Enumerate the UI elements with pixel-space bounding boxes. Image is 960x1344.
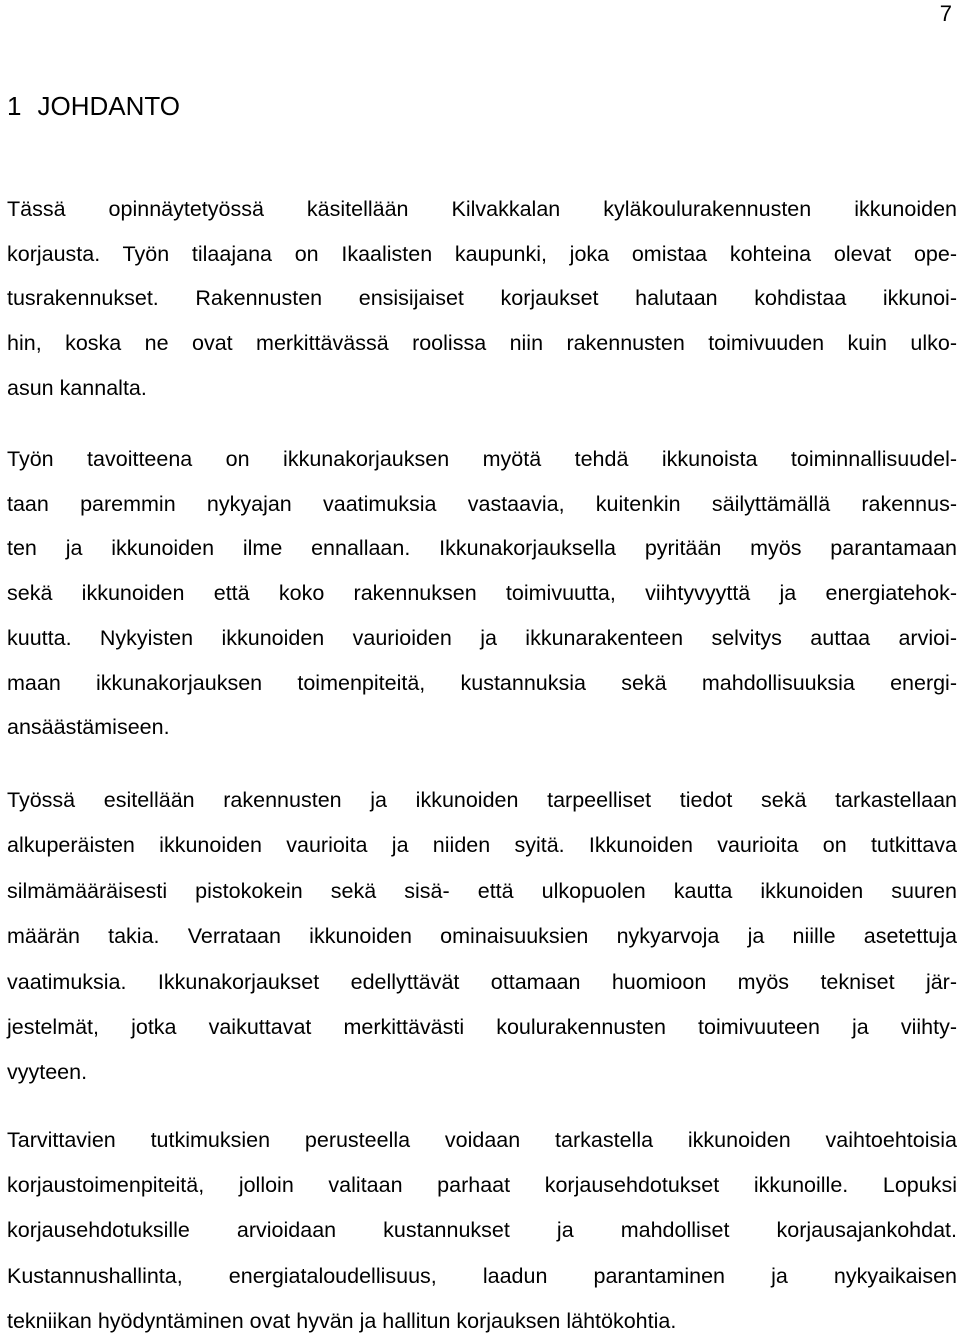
text-line: sekä ikkunoiden että koko rakennuksen toimivuutta, viihtyvyyttä ja energiatehok- [7,581,957,606]
text-line: asun kannalta. [7,375,147,400]
text-line: tekniikan hyödyntäminen ovat hyvän ja hallitun korjauksen lähtökohtia. [7,1308,677,1333]
page-number: 7 [939,1,952,26]
text-line: määrän takia. Verrataan ikkunoiden ominaisuuksien nykyarvoja ja niille asetettuja [7,924,957,949]
text-line: tusrakennukset. Rakennusten ensisijaiset korjaukset halutaan kohdistaa ikkunoi- [7,286,957,311]
text-line: silmämääräisesti pistokokein sekä sisä- että ulkopuolen kautta ikkunoiden suuren [7,878,957,903]
text-line: ansäästämiseen. [7,715,170,740]
text-line: maan ikkunakorjauksen toimenpiteitä, kustannuksia sekä mahdollisuuksia energi- [7,670,957,695]
text-line: Työn tavoitteena on ikkunakorjauksen myötä tehdä ikkunoista toiminnallisuudel- [7,447,957,471]
text-line: korjausta. Työn tilaajana on Ikaalisten kaupunki, joka omistaa kohteina olevat ope- [7,241,957,266]
text-line: korjaustoimenpiteitä, jolloin valitaan parhaat korjausehdotukset ikkunoille. Lopuksi [7,1173,957,1198]
text-line: kuutta. Nykyisten ikkunoiden vaurioiden ja ikkunarakenteen selvitys auttaa arvioi- [7,625,957,650]
paragraph-4 [7,1118,957,1344]
section-number: 1 [7,91,22,121]
text-line: hin, koska ne ovat merkittävässä roolissa niin rakennusten toimivuuden kuin ulko- [7,331,957,356]
text-line: jestelmät, jotka vaikuttavat merkittävästi koulurakennusten toimivuuteen ja viihty- [7,1015,957,1040]
text-line: taan paremmin nykyajan vaatimuksia vastaavia, kuitenkin säilyttämällä rakennus- [7,491,957,516]
text-line: Tässä opinnäytetyössä käsitellään Kilvakkalan kyläkoulurakennusten ikkunoiden [7,197,957,221]
text-line: korjausehdotuksille arvioidaan kustannukset ja mahdolliset korjausajankohdat. [7,1218,957,1243]
section-title: JOHDANTO [37,91,180,121]
text-line: Tarvittavien tutkimuksien perusteella voidaan tarkastella ikkunoiden vaihtoehtoisia [7,1128,957,1152]
paragraph-2 [7,437,957,750]
paragraph-3 [7,778,957,1096]
paragraph-1 [7,187,957,411]
section-heading [7,86,180,126]
text-line: alkuperäisten ikkunoiden vaurioita ja niiden syitä. Ikkunoiden vaurioita on tutkittava [7,833,957,858]
text-line: ten ja ikkunoiden ilme ennallaan. Ikkunakorjauksella pyritään myös parantamaan [7,536,957,561]
text-line: vyyteen. [7,1060,88,1085]
text-line: vaatimuksia. Ikkunakorjaukset edellyttävät ottamaan huomioon myös tekniset jär- [7,969,957,994]
text-line: Kustannushallinta, energiataloudellisuus, laadun parantaminen ja nykyaikaisen [7,1263,957,1288]
text-line: Työssä esitellään rakennusten ja ikkunoiden tarpeelliset tiedot sekä tarkastellaan [7,788,957,812]
